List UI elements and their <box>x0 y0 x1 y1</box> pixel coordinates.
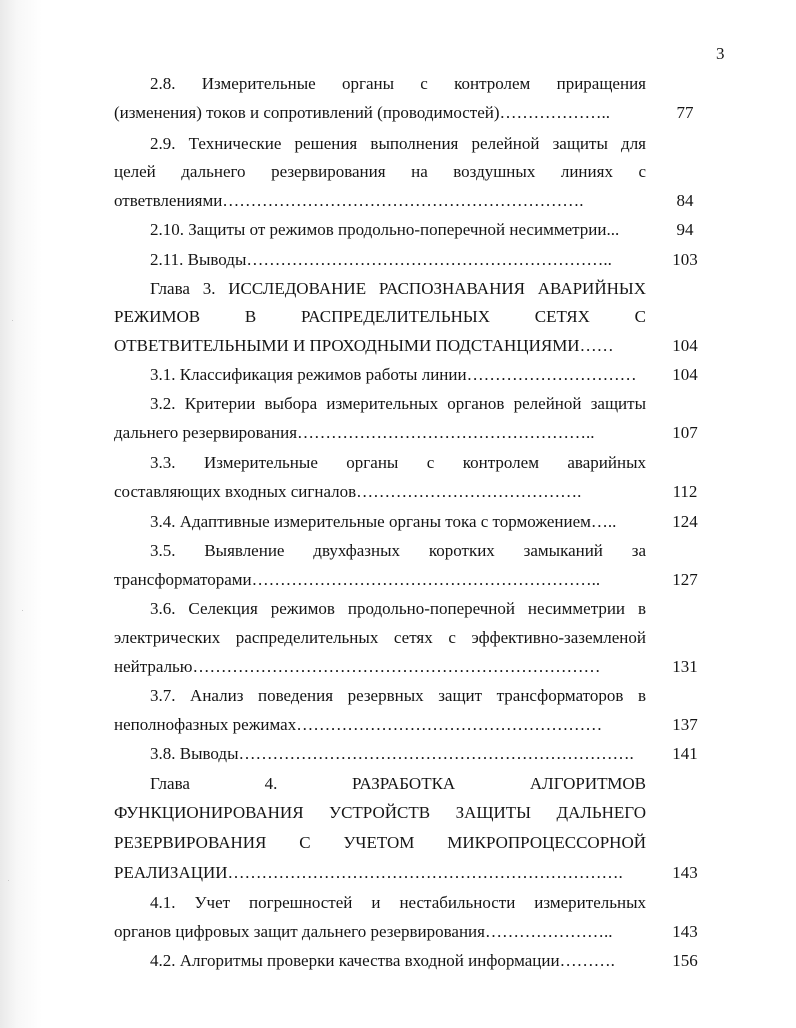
toc-page-number: 104 <box>672 365 698 384</box>
scan-speckle <box>12 320 13 321</box>
toc-line: 3.7. Анализ поведения резервных защит трансформаторов в <box>150 686 646 705</box>
toc-page-number: 143 <box>672 863 698 882</box>
toc-line: 3.3. Измерительные органы с контролем аварийных <box>150 453 646 472</box>
toc-page-number: 94 <box>676 220 694 239</box>
toc-line: 2.11. Выводы……………………………………………………….. <box>150 250 612 269</box>
toc-line: ФУНКЦИОНИРОВАНИЯ УСТРОЙСТВ ЗАЩИТЫ ДАЛЬНЕГО <box>114 803 646 822</box>
toc-line: 3.6. Селекция режимов продольно-поперечной несимметрии в <box>150 599 646 618</box>
scan-speckle <box>22 610 23 611</box>
toc-line: 3.8. Выводы……………………………………………………………. <box>150 744 634 763</box>
page-number: 3 <box>716 44 725 63</box>
toc-line: 3.2. Критерии выбора измерительных органов релейной защиты <box>150 394 646 413</box>
toc-line: Глава 4. РАЗРАБОТКА АЛГОРИТМОВ <box>150 774 646 793</box>
toc-line: Глава 3. ИССЛЕДОВАНИЕ РАСПОЗНАВАНИЯ АВАРИЙНЫХ <box>150 279 646 298</box>
toc-line: целей дальнего резервирования на воздушных линиях с <box>114 162 646 181</box>
toc-line: 4.2. Алгоритмы проверки качества входной информации………. <box>150 951 615 970</box>
toc-line: неполнофазных режимах……………………………………………… <box>114 715 603 734</box>
toc-page-number: 77 <box>676 103 694 122</box>
toc-line: РЕЖИМОВ В РАСПРЕДЕЛИТЕЛЬНЫХ СЕТЯХ С <box>114 307 646 326</box>
toc-page-number: 127 <box>672 570 698 589</box>
scan-edge-shadow <box>0 0 42 1028</box>
toc-line: 4.1. Учет погрешностей и нестабильности измерительных <box>150 893 646 912</box>
scan-speckle <box>8 880 9 881</box>
toc-page-number: 131 <box>672 657 698 676</box>
toc-line: РЕАЛИЗАЦИИ……………………………………………………………. <box>114 863 623 882</box>
toc-line: трансформаторами…………………………………………………….. <box>114 570 601 589</box>
toc-line: ответвлениями………………………………………………………. <box>114 191 584 210</box>
toc-line: составляющих входных сигналов…………………………………. <box>114 482 582 501</box>
toc-line: нейтралью……………………………………………………………… <box>114 657 601 676</box>
toc-page-number: 141 <box>672 744 698 763</box>
toc-line: 2.10. Защиты от режимов продольно-поперечной несимметрии... <box>150 220 620 239</box>
toc-line: РЕЗЕРВИРОВАНИЯ С УЧЕТОМ МИКРОПРОЦЕССОРНОЙ <box>114 833 646 852</box>
toc-page-number: 124 <box>672 512 698 531</box>
toc-line: 3.1. Классификация режимов работы линии………………………… <box>150 365 637 384</box>
toc-page-number: 84 <box>676 191 694 210</box>
toc-line: (изменения) токов и сопротивлений (проводимостей)……………….. <box>114 103 611 122</box>
toc-page-number: 137 <box>672 715 698 734</box>
toc-line: электрических распределительных сетях с эффективно-заземленой <box>114 628 646 647</box>
toc-line: 3.5. Выявление двухфазных коротких замыканий за <box>150 541 646 560</box>
toc-page-number: 103 <box>672 250 698 269</box>
toc-page-number: 156 <box>672 951 698 970</box>
toc-line: 2.9. Технические решения выполнения релейной защиты для <box>150 134 646 153</box>
toc-line: органов цифровых защит дальнего резервирования………………….. <box>114 922 613 941</box>
toc-line: 2.8. Измерительные органы с контролем приращения <box>150 74 646 93</box>
toc-page-number: 143 <box>672 922 698 941</box>
toc-line: 3.4. Адаптивные измерительные органы тока с торможением….. <box>150 512 617 531</box>
toc-page-number: 104 <box>672 336 698 355</box>
toc-line: ОТВЕТВИТЕЛЬНЫМИ И ПРОХОДНЫМИ ПОДСТАНЦИЯМИ…… <box>114 336 614 355</box>
toc-page-number: 107 <box>672 423 698 442</box>
toc-page-number: 112 <box>672 482 698 501</box>
toc-line: дальнего резервирования…………………………………………….. <box>114 423 595 442</box>
